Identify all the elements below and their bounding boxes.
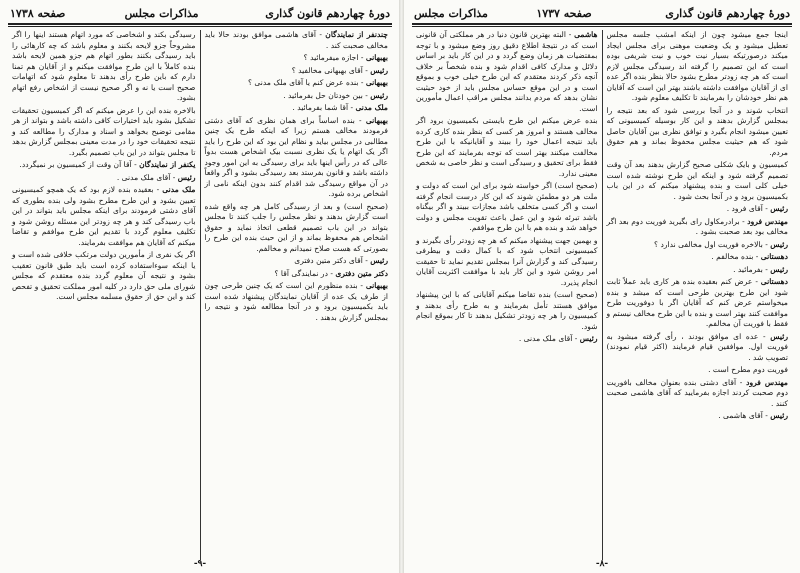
paragraph [607, 30, 789, 104]
paragraph [607, 217, 789, 238]
paragraph-text: - بنده منظورم این است که یک چنین طرحی چون از طرف یک عده از آقایان نمایندگان پیشنهاد شده است باید بکمیسیون برود و در آنجا مطالعه شود و نتیجه را بمجلس گزارش بدهند . [204, 281, 388, 322]
speaker-name: رئیس [770, 264, 788, 274]
paragraph [607, 277, 789, 330]
speaker-name: بهبهانی [365, 281, 388, 290]
paragraph-text: اینجا جمع میشود چون از اینکه امشب جلسه مجلس تعطیل میشود و یک وضعیت موهنی برای مجلس ایجاد میکند درصورتیکه بسیار نیت خوب و نیت شریفی بوده است که این تصمیم را گرفته اند رسیدگی مجلس لازم است که هر چه زودتر مطرح بشود حالا بنظر بنده اگر عده ای از آقایان موافقت داشته باشند بهتر این است که آقایان هم نظر خودشان را بفرمایند تا تکلیف معلوم شود. [606, 30, 788, 102]
speaker-name: رئیس [370, 90, 388, 100]
speaker-name: ملک مدنی [355, 103, 388, 112]
left-header-title: مذاکرات مجلس [124, 7, 199, 20]
paragraph [607, 204, 789, 215]
paragraph [205, 53, 389, 64]
right-page-header [412, 6, 792, 22]
paragraph-text: (صحیح است) و بعد از رسیدگی کامل هر چه واقع شده است گزارش بدهند و نظر مجلس را جلب کنند تا مجلس بتواند در این باب تصمیم قطعی اتخاذ نماید و حقوق اشخاص هم محفوظ بماند و از این حیث بنده این طرح را بصورتی که هست صلاح نمیدانم و مخالفم. [204, 201, 388, 253]
paragraph [416, 30, 598, 114]
left-page-col-right [201, 30, 393, 560]
speaker-name: مهندس فرود [747, 216, 788, 226]
paragraph [12, 106, 196, 159]
paragraph [12, 185, 196, 248]
paragraph [205, 103, 389, 114]
paragraph [416, 116, 598, 179]
paragraph-text: - برادرمکاول رای بگیرید فوریت دوم بعد اگر مخالف بود بعد صحبت بشود . [606, 216, 788, 236]
paragraph [205, 78, 389, 89]
left-page-col-left [8, 30, 200, 560]
paragraph [607, 378, 789, 410]
paragraph-text: - در نمایندگی آقا ؟ [274, 268, 336, 278]
paragraph-text: - بعقیده بنده لازم بود که یک همچو کمیسیونی تعیین بشود و این طرح مطرح بشود ولی بنده بطوری که آقای دشتی فرمودند برای اینکه مجلس باید بتواند در این باب رسیدگی کند و هر چه زودتر این مسئله روشن شود و تکلیف معلوم گردد با تقدیم این طرح موافقم و تقاضا میکنم که آقایان هم موافقت بفرمایند. [12, 185, 196, 247]
right-page-col-left [412, 30, 602, 560]
paragraph-text: بالاخره بنده این را عرض میکنم که اگر کمیسیون تحقیقات تشکیل بشود باید اختیارات کافی داشته باشد و بتواند از هر مقامی توضیح بخواهد و اسناد و مدارک را مطالعه کند و نتیجه تحقیقات خود را در مدت معینی بمجلس گزارش بدهد تا مجلس بتواند در این باب تصمیم بگیرد. [12, 105, 196, 157]
paragraph-text: - آقای هاشمی موافق بودند حالا باید مخالف صحبت کند . [204, 30, 388, 50]
speaker-name: رئیس [770, 411, 788, 420]
paragraph-text: - اجازه میفرمائید ؟ [303, 53, 366, 62]
paragraph [12, 250, 196, 303]
speaker-name: دکتر متین دفتری [335, 268, 388, 278]
paragraph-text: - آقای ملک مدنی . [518, 334, 580, 343]
right-page-columns [412, 30, 792, 560]
paragraph-text: - آقای فرود . [726, 204, 771, 213]
paragraph-text: - بالاخره فوریت اول مخالفی ندارد ؟ [654, 239, 771, 249]
paragraph [205, 281, 389, 323]
left-page-label: صفحه ۱۷۳۸ [10, 7, 66, 20]
speaker-name: بهبهانی [365, 78, 388, 87]
speaker-name: مهندس فرود [746, 377, 788, 387]
paragraph-text: کمیسیون و بایک شکلی صحیح گزارش بدهند بعد آن وقت تصمیم گرفته شود و اینکه این طرح نوشته شده است خیلی کلی است و بنده پیشنهاد میکنم که در این باب بکمیسیون برود و در آنجا بحث شود . [606, 160, 788, 201]
paragraph-text: - آقا شما بفرمائید . [292, 103, 356, 112]
paragraph-text: - بنده عرض کنم یا آقای ملک مدنی ؟ [247, 78, 366, 87]
paragraph-text: و بهمین جهت پیشنهاد میکنم که هر چه زودتر رأی بگیرند و کمیسیونی انتخاب شود که با کمال دقت و بیطرفی رسیدگی کند و گزارش آنرا بمجلس تقدیم نماید تا حقیقت امر روشن شود و این کار باید با موافقت اکثریت آقایان انجام پذیرد. [416, 235, 598, 287]
left-page-number: -۹- [193, 559, 207, 569]
paragraph [12, 160, 196, 171]
paragraph [607, 365, 789, 376]
right-header-title: مذاکرات مجلس [414, 7, 488, 20]
paragraph [607, 240, 789, 251]
paragraph [416, 334, 598, 345]
speaker-name: رئیس [770, 239, 788, 249]
speaker-name: چندنفر از نمایندگان [325, 30, 388, 39]
speaker-name: بهبهانی [365, 53, 388, 62]
paragraph [416, 181, 598, 234]
paragraph-text: - عرض کنم بعقیده بنده هر کاری باید عملاً ثابت شود این طرح بهترین طرحی است که میشد و بنده میخواستم عرض کنم که آقایان اگر با دوفوریت طرح موافقت کنند بهتر است و بنده با این طرح مخالف نیستم و فقط با فوریت آن مخالفم. [606, 277, 788, 328]
paragraph-text: - بنده مخالفم . [711, 252, 761, 261]
right-header-rule [412, 23, 792, 27]
paragraph-text: - آقای ملک مدنی . [116, 172, 178, 182]
paragraph-text: - بین خودتان حل بفرمائید . [283, 90, 371, 100]
speaker-name: بهبهانی [365, 115, 388, 125]
left-header-rule [8, 23, 392, 27]
speaker-name: دهستانی [760, 277, 788, 286]
paragraph [416, 290, 598, 332]
paragraph [205, 91, 389, 102]
paragraph [12, 173, 196, 184]
paragraph-text: - بفرمائید . [733, 264, 771, 274]
speaker-name: یکنفر از نمایندگان [139, 160, 196, 169]
right-page-label: صفحه ۱۷۳۷ [536, 7, 592, 20]
speaker-name: رئیس [370, 256, 388, 265]
right-page-col-right [603, 30, 793, 560]
paragraph-text: - آقای دشتی بنده بعنوان مخالف بافوریت دوم صحبت کردند اجازه بفرمایید که آقای هاشمی صحبت کنند . [606, 377, 788, 408]
left-session-title: دورهٔ چهاردهم قانون گذاری [265, 7, 390, 20]
speaker-name: رئیس [177, 172, 196, 182]
paragraph [205, 202, 389, 255]
paragraph-text: - آقای دکتر متین دفتری [294, 256, 371, 265]
paragraph [607, 265, 789, 276]
speaker-name: رئیس [770, 331, 788, 341]
paragraph-text: رسیدگی بکند و اشخاصی که مورد اتهام هستند اینها را اگر مشروحاً جزو لایحه بکنند و معلوم باشد که چه کارهائی را باید رسیدگی بکنند بطور اتهام هم جزو همین لایحه باشد بنده کاملاً با این طرح موافقت میکنم و از آقایان هم تمنا دارم که باین طرح رأی بدهند تا معلوم شود که اتهامات صحیح است یا نه و اگر صحیح نیست از اشخاص رفع اتهام بشود. [12, 30, 196, 102]
paragraph-text: (صحیح است) اگر خواسته شود برای این است که دولت و ملت هر دو مطمئن شوند که این کار درست انجام گرفته است و اگر کسی متخلف باشد مجازات ببیند و اگر بیگناه باشد تبرئه شود و این عمل باعث تقویت مجلس و دولت خواهد شد و بنده هم با این طرح موافقم. [416, 181, 598, 232]
paragraph [205, 30, 389, 51]
paragraph-text: فوریت دوم مطرح است . [708, 365, 788, 374]
paragraph [205, 66, 389, 77]
paragraph [607, 160, 789, 202]
paragraph-text: بنده عرض میکنم این طرح بایستی بکمیسیون برود اگر مخالف هستند و امروز هر کسی که بنظر بنده کاری کرده باید نتیجه اعمال خود را ببیند و آقایانیکه با این طرح مخالفت میکنند بهتر است که توجه بفرمایند که این طرح فقط برای تحقیق و رسیدگی است و نظر خاصی به شخص معینی ندارد. [416, 116, 598, 178]
paragraph-text: - عده ای موافق بودند ، رأی گرفته میشود به فوریت اول. موافقین قیام فرمایند (اکثر قیام نمودند) تصویب شد . [606, 331, 788, 362]
paragraph-text: - البته بهترین قانون دنیا در هر مملکتی آن قانونی است که در نتیجهٔ اطلاع دقیق روز وضع میشود و با توجه بمقتضیات هر زمان وضع گردد و در این کار باید بر اساس دلائل و مدارک کافی اقدام شود و بنده شخصاً بر خلاف آنچه ذکر کردند معتقدم که این طرح خیلی خوب و بموقع است و در این موقع حساس مجلس باید از خود حیثیت نشان بدهد که مردم بدانند مجلس مراقب اعمال مأمورین است. [416, 30, 598, 113]
paragraph-text: - آقای هاشمی . [718, 411, 771, 420]
paragraph [607, 106, 789, 159]
paragraph-text: - آقا آن وقت از کمیسیون بر نمیگردد. [19, 160, 140, 169]
left-page-columns [8, 30, 392, 560]
paragraph-text: اگر یک نفری از مأمورین دولت مرتکب خلافی شده است و یا اینکه سوءاستفاده کرده است باید طبق قانون تعقیب بشود و نتیجه آن معلوم گردد بنده معتقدم که مجلس شورای ملی حق دارد در کلیه امور مملکت تحقیق و تفحص کند و این حق از حقوق مسلمه مجلس است. [12, 250, 196, 301]
paragraph [205, 116, 389, 200]
speaker-name: رئیس [770, 204, 788, 213]
paragraph-text: - بنده اساساً برای همان نظری که آقای دشتی فرمودند مخالف هستم زیرا که اینکه طرح یک چنین مطالبی در مجلس بیاید و نظام این بود که این طرح را باید اگر یک اتهام یا یک نظری نسبت بیک اشخاص هست بدواً عالی که در رأس اینها باید برای رسیدگی به این امور وجود داشته باشد و قانون بفرستد بعد رسیدگی بشود و اگر واقعاً در آن مواقع رسیدگی شد اقدام کنند بدون اینکه نامی از اشخاص برده شود. [204, 115, 388, 198]
right-page-number: -۸- [595, 559, 609, 569]
paragraph [607, 332, 789, 364]
paragraph-text: (صحیح است) بنده تقاضا میکنم آقایانی که با این پیشنهاد موافق هستند تأمل بفرمایند و به طرح رأی بدهند و کمیسیون را هر چه زودتر تشکیل بدهند تا کار بموقع انجام شود. [416, 290, 598, 331]
paragraph [416, 236, 598, 289]
paragraph-text: - آقای بهبهانی مخالفید ؟ [291, 65, 371, 75]
paragraph [607, 252, 789, 263]
paragraph [205, 269, 389, 280]
paragraph [12, 30, 196, 104]
left-page-header [8, 6, 392, 22]
speaker-name: رئیس [579, 334, 598, 343]
right-page [404, 0, 800, 573]
speaker-name: ملک مدنی [162, 185, 196, 194]
paragraph [607, 411, 789, 422]
speaker-name: دهستانی [760, 252, 788, 261]
paragraph-text: انتخاب شوند و در آنجا بررسی شود که بعد نتیجه را بمجلس گزارش بدهند و این کار بوسیله کمیسیونی که تعیین میشود انجام بگیرد و توافق نظری بین آقایان حاصل شود که هم حیثیت مجلس محفوظ بماند و هم حقوق مردم. [606, 105, 788, 157]
speaker-name: رئیس [370, 65, 388, 75]
speaker-name: هاشمی [574, 30, 598, 39]
right-session-title: دورهٔ چهاردهم قانون گذاری [665, 7, 790, 20]
paragraph [205, 256, 389, 267]
